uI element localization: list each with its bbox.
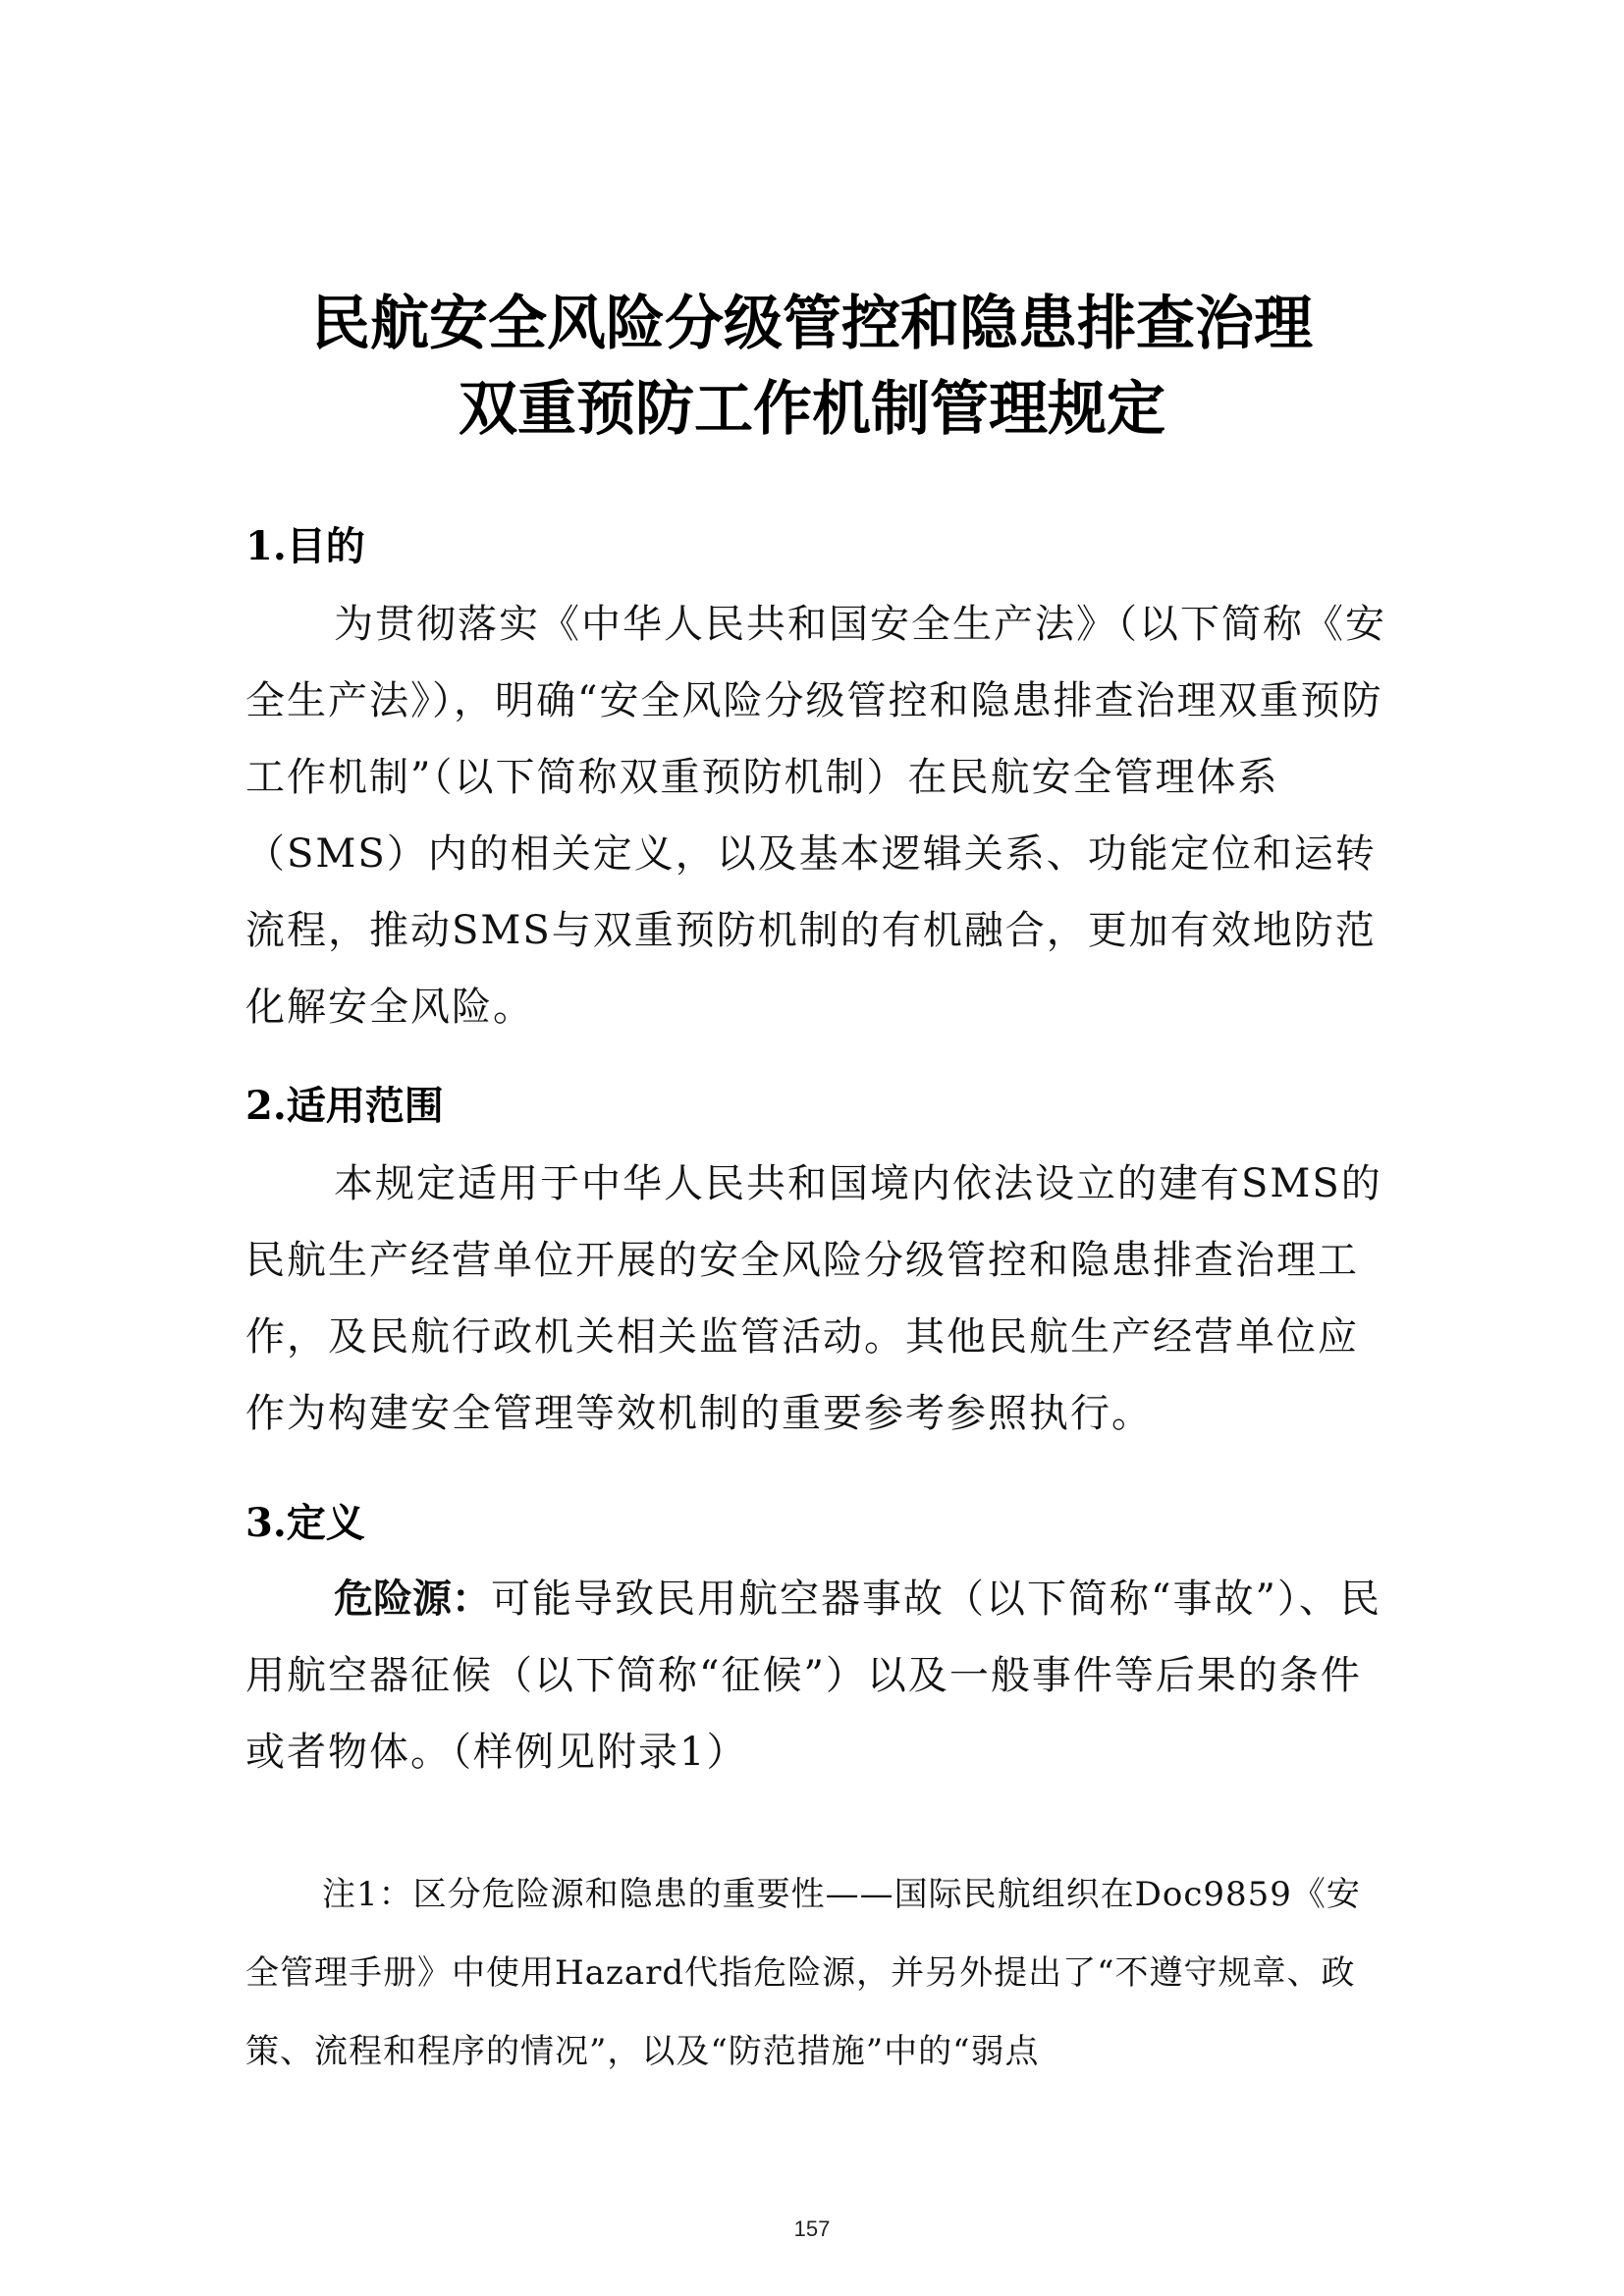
scope-paragraph: 本规定适用于中华人民共和国境内依法设立的建有SMS的民航生产经营单位开展的安全风险分级管控和隐患排查治理工作，及民航行政机关相关监管活动。其他民航生产经营单位应作为构建安全管理等效机制的重要参考参照执行。 bbox=[245, 1161, 1382, 1436]
document-title-line-1: 民航安全风险分级管控和隐患排查治理 bbox=[311, 290, 1313, 358]
section-heading-scope bbox=[245, 1082, 444, 1131]
document-title-line-2: 双重预防工作机制管理规定 bbox=[459, 375, 1165, 444]
section-number: 2. bbox=[245, 1083, 287, 1129]
hazard-definition-text: 可能导致民用航空器事故（以下简称“事故”）、民用航空器征候（以下简称“征候”）以及一般事件等后果的条件或者物体。（样例见附录1） bbox=[245, 1576, 1381, 1775]
note-1: 注1：区分危险源和隐患的重要性——国际民航组织在Doc9859《安全管理手册》中使用Hazard代指危险源，并另外提出了“不遵守规章、政策、流程和程序的情况”，以及“防范措施”中的“弱点 bbox=[245, 1875, 1361, 2071]
section-title: 定义 bbox=[286, 1501, 365, 1546]
section-heading-purpose bbox=[245, 522, 365, 571]
section-number: 1. bbox=[245, 523, 287, 569]
section-title: 适用范围 bbox=[286, 1084, 444, 1129]
hazard-definition-paragraph bbox=[245, 1561, 1389, 1790]
hazard-term: 危险源： bbox=[334, 1576, 491, 1622]
purpose-paragraph: 为贯彻落实《中华人民共和国安全生产法》（以下简称《安全生产法》），明确“安全风险分级管控和隐患排查治理双重预防工作机制”（以下简称双重预防机制）在民航安全管理体系（SMS）内的相关定义，以及基本逻辑关系、功能定位和运转流程，推动SMS与双重预防机制的有机融合，更加有效地防范化解安全风险。 bbox=[245, 602, 1386, 1030]
section-title: 目的 bbox=[286, 524, 365, 569]
section-number: 3. bbox=[245, 1500, 287, 1546]
page-number: 157 bbox=[793, 2216, 831, 2241]
section-heading-definitions bbox=[245, 1499, 365, 1548]
